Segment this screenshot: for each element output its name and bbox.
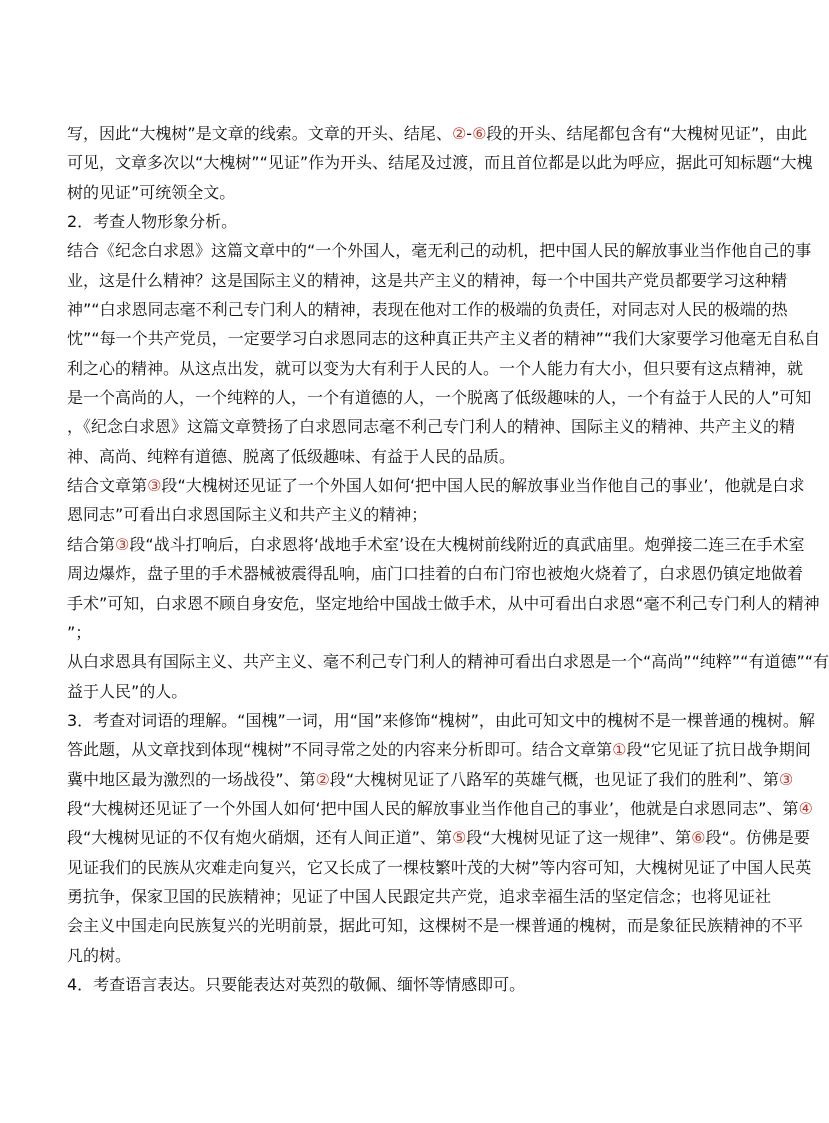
text-line: 结合第③段“战斗打响后，白求恩将‘战地手术室’设在大槐树前线附近的真武庙里。炮弹接二连三在手术室 [67, 534, 805, 554]
document-body [67, 119, 829, 999]
paragraph-number-marker: ② [315, 769, 330, 789]
text-line: 冀中地区最为激烈的一场战役”、第②段“大槐树见证了八路军的英雄气概，也见证了我们的胜利”、第③ [67, 769, 794, 789]
text-line: ，《纪念白求恩》这篇文章赞扬了白求恩同志毫不利己专门利人的精神、国际主义的精神、共产主义的精 [67, 417, 796, 437]
text-line: 段“大槐树见证的不仅有炮火硝烟，还有人间正道”、第⑤段“大槐树见证了这一规律”、第⑥段“。仿佛是要 [67, 828, 810, 848]
text-line: 结合文章第③段“大槐树还见证了一个外国人如何‘把中国人民的解放事业当作他自己的事业’，他就是白求 [67, 476, 805, 496]
text-line: 利之心的精神。从这点出发，就可以变为大有利于人民的人。一个人能力有大小，但只要有这点精神，就 [67, 358, 804, 378]
text-line: 恩同志”可看出白求恩国际主义和共产主义的精神； [67, 505, 428, 525]
paragraph-number-marker: ④ [798, 798, 813, 818]
text-line: 从白求恩具有国际主义、共产主义、毫不利己专门利人的精神可看出白求恩是一个“高尚”“纯粹”“有道德”“有 [67, 652, 829, 672]
text-line: 勇抗争，保家卫国的民族精神；见证了中国人民跟定共产党，追求幸福生活的坚定信念；也将见证社 [67, 886, 772, 906]
text-line: 可见，文章多次以“大槐树”“见证”作为开头、结尾及过渡，而且首位都是以此为呼应，据此可知标题“大槐 [67, 153, 813, 173]
text-line: 忱”“每一个共产党员，一定要学习白求恩同志的这种真正共产主义者的精神”“我们大家要学习他毫无自私自 [67, 329, 821, 349]
text-line: 益于人民”的人。 [67, 681, 188, 701]
paragraph-number-marker: ⑥ [472, 124, 487, 143]
paragraph-number-marker: ② [451, 124, 467, 143]
text-line: 业，这是什么精神？这是国际主义的精神，这是共产主义的精神，每一个中国共产党员都要学习这种精 [67, 270, 788, 290]
paragraph-number-marker: ⑤ [451, 828, 467, 848]
text-line: 见证我们的民族从灾难走向复兴，它又长成了一棵枝繁叶茂的大树”等内容可知，大槐树见证了中国人民英 [67, 857, 812, 877]
text-line: 周边爆炸，盘子里的手术器械被震得乱响，庙门口挂着的白布门帘也被炮火烧着了，白求恩仍镇定地做着 [67, 564, 804, 584]
text-line: 段“大槐树还见证了一个外国人如何‘把中国人民的解放事业当作他自己的事业’，他就是白求恩同志”、第④ [67, 798, 813, 818]
paragraph-number-marker: ① [612, 740, 627, 760]
text-line: 写，因此“大槐树”是文章的线索。文章的开头、结尾、②-⑥段的开头、结尾都包含有“大槐树见证”，由此 [67, 124, 808, 143]
text-line: 树的见证”可统领全文。 [67, 182, 236, 202]
text-line: 会主义中国走向民族复兴的光明前景，据此可知，这棵树不是一棵普通的槐树，而是象征民族精神的不平 [67, 916, 804, 936]
text-line: 神、高尚、纯粹有道德、脱离了低级趣味、有益于人民的品质。 [67, 446, 516, 466]
paragraph-number-marker: ⑥ [691, 828, 706, 848]
paragraph-number-marker: ③ [115, 534, 130, 554]
text-line: 4．考查语言表达。只要能表达对英烈的敬佩、缅怀等情感即可。 [67, 974, 526, 994]
text-line: 是一个高尚的人，一个纯粹的人，一个有道德的人，一个脱离了低级趣味的人，一个有益于人民的人”可知 [67, 388, 812, 408]
text-line: 答此题，从文章找到体现“槐树”不同寻常之处的内容来分析即可。结合文章第①段“它见证了抗日战争期间 [67, 740, 811, 760]
text-line: 凡的树。 [67, 945, 132, 965]
text-line: ”； [67, 622, 92, 642]
text-line: 3．考查对词语的理解。“国槐”一词，用“国”来修饰“槐树”，由此可知文中的槐树不是一棵普通的槐树。解 [67, 710, 815, 730]
text-line: 神”“白求恩同志毫不利己专门利人的精神，表现在他对工作的极端的负责任，对同志对人民的极端的热 [67, 300, 788, 320]
text-line: 手术”可知，白求恩不顾自身安危，坚定地给中国战士做手术，从中可看出白求恩“毫不利己专门利人的精神 [67, 593, 820, 613]
text-line: 结合《纪念白求恩》这篇文章中的“一个外国人，毫无利己的动机，把中国人民的解放事业当作他自己的事 [67, 241, 812, 261]
text-line: 2．考查人物形象分析。 [67, 212, 238, 232]
paragraph-number-marker: ③ [778, 769, 794, 789]
paragraph-number-marker: ③ [147, 476, 162, 496]
